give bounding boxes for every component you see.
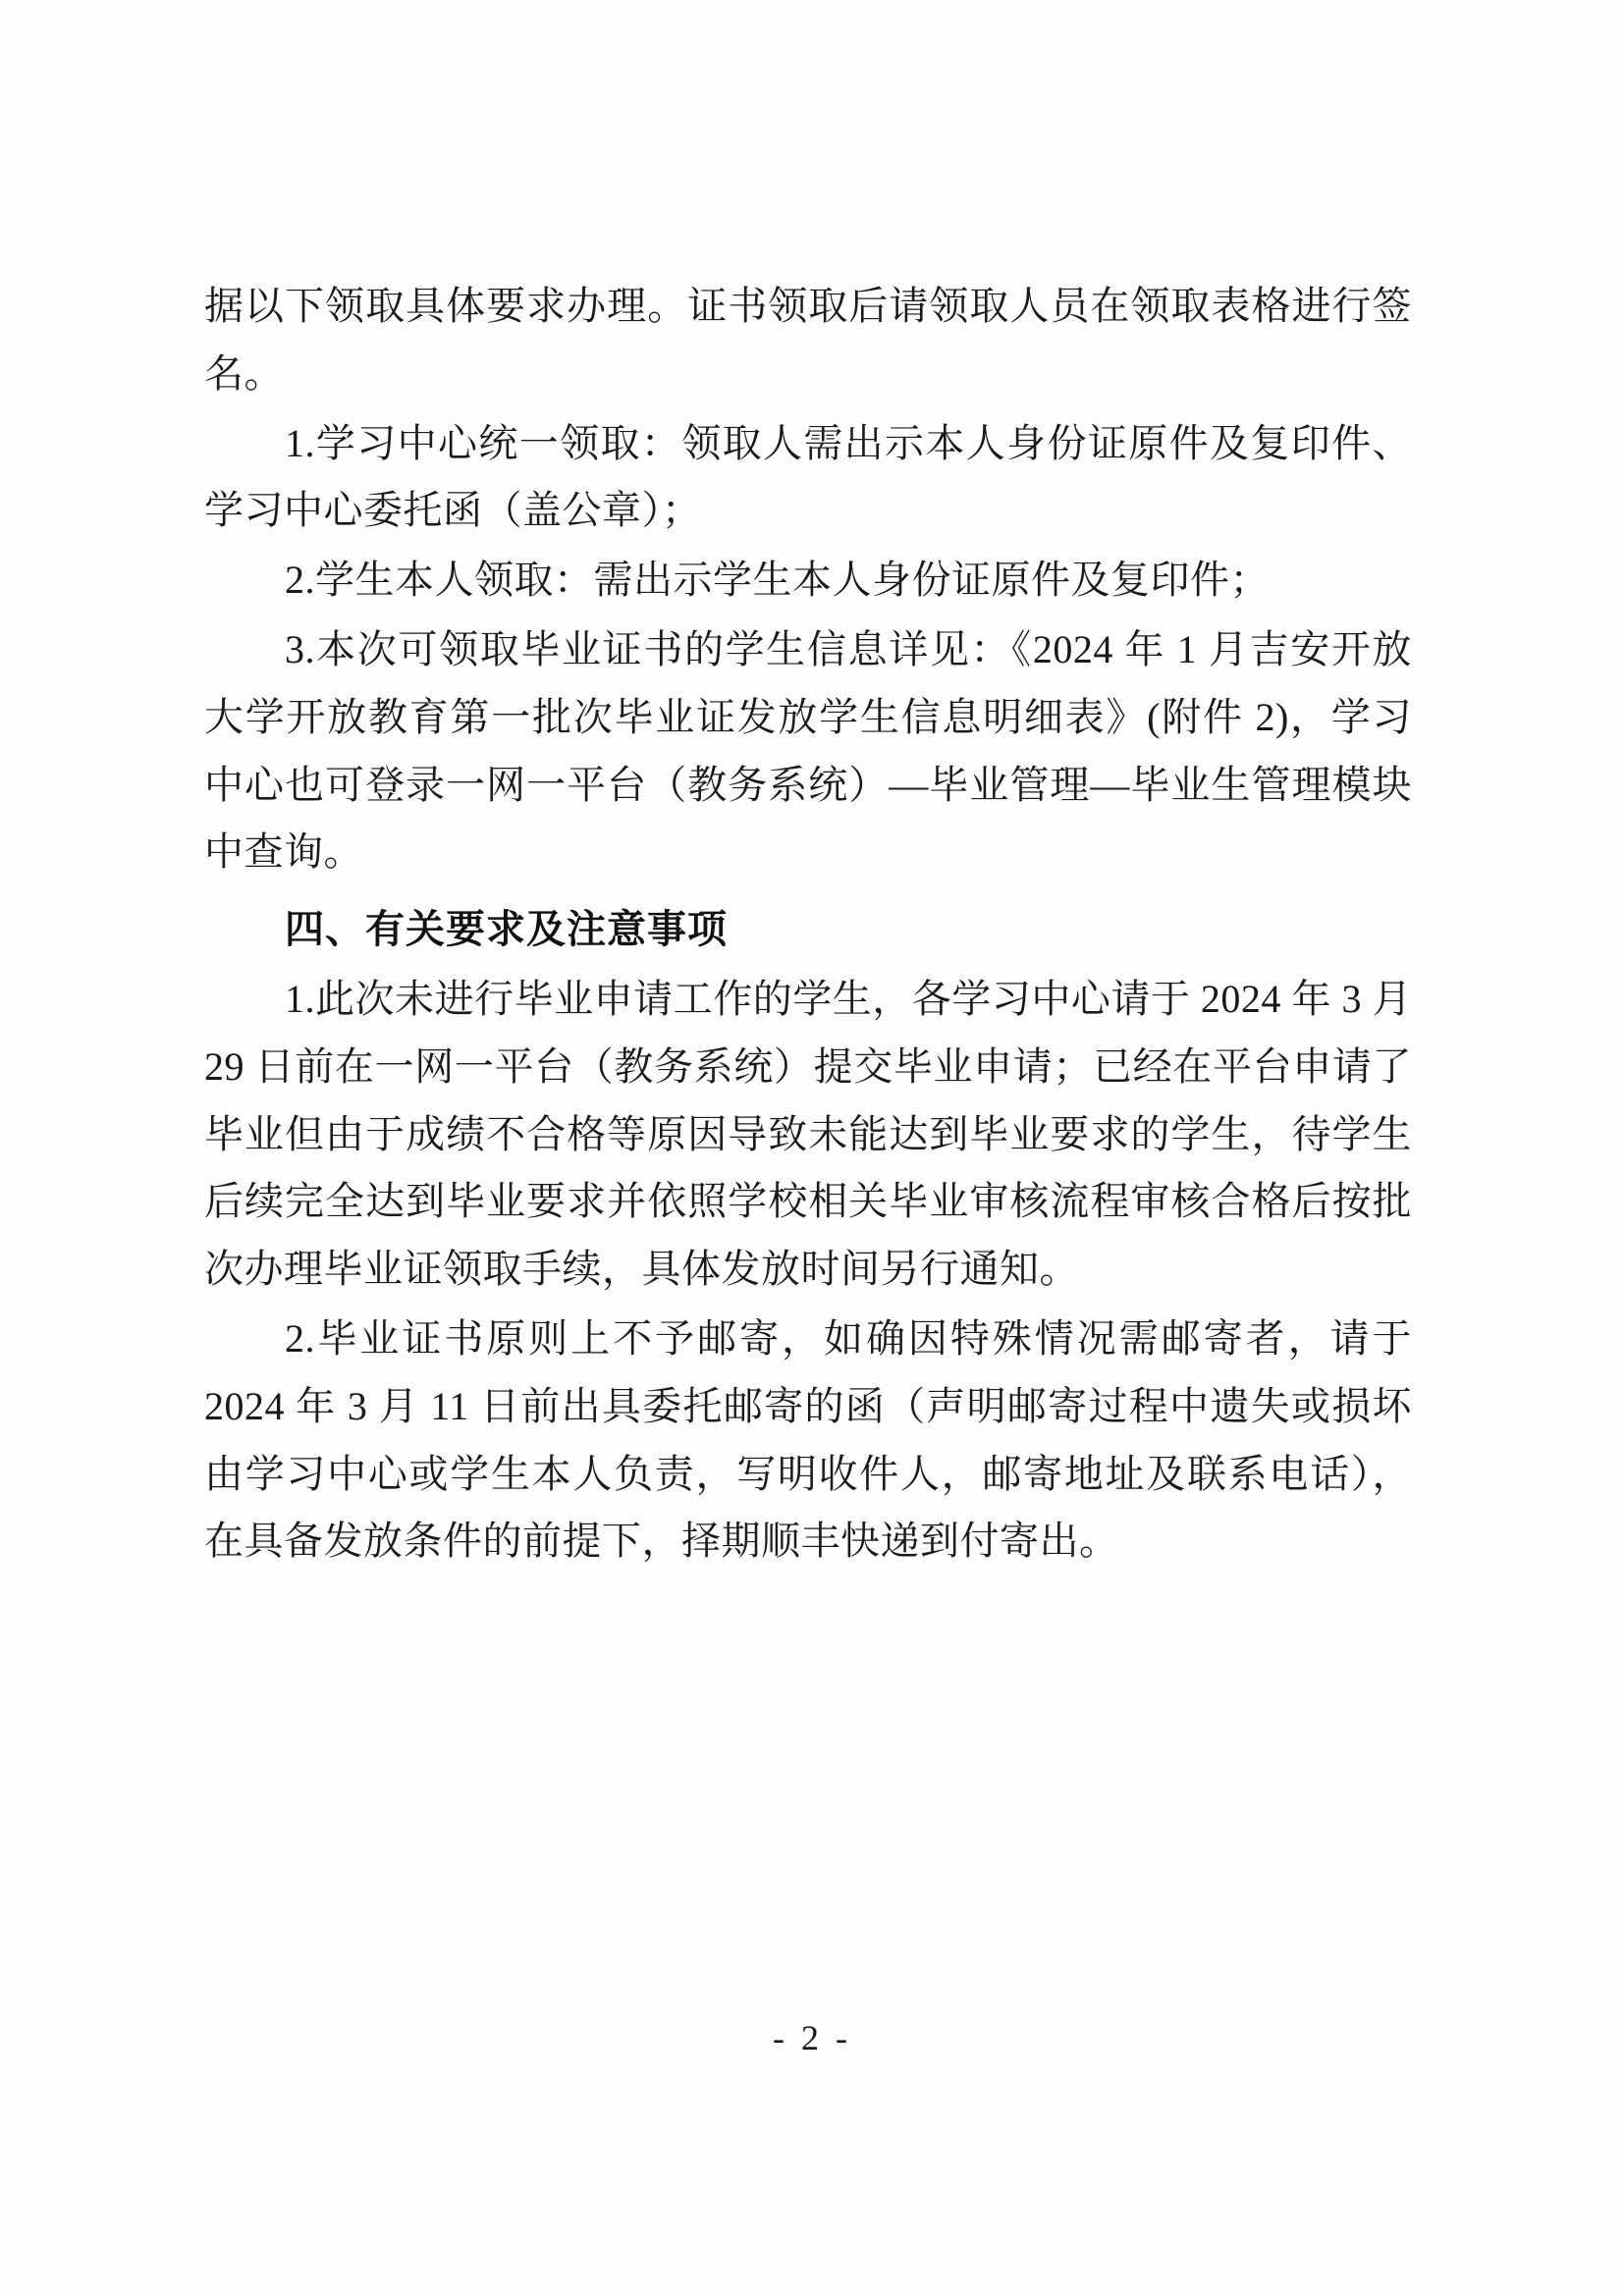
paragraph-item-1: 1.学习中心统一领取：领取人需出示本人身份证原件及复印件、学习中心委托函（盖公章）； [204, 420, 1412, 533]
paragraph-requirement-1: 1.此次未进行毕业申请工作的学生，各学习中心请于 2024 年 3 月 29 日前在一网一平台（教务系统）提交毕业申请；已经在平台申请了毕业但由于成绩不合格等原因导致未能达到毕业要求的学生，待学生后续完全达到毕业要求并依照学校相关毕业审核流程审核合格后按批次办理毕业证领取手续，具体发放时间另行通知。 [204, 976, 1412, 1292]
paragraph-item-2: 2.学生本人领取：需出示学生本人身份证原件及复印件； [285, 558, 1270, 603]
paragraph-continued-intro: 据以下领取具体要求办理。证书领取后请领取人员在领取表格进行签名。 [204, 284, 1412, 396]
page-number: - 2 - [773, 2018, 851, 2057]
paragraph-item-3: 3.本次可领取毕业证书的学生信息详见：《2024 年 1 月吉安开放大学开放教育第一批次毕业证发放学生信息明细表》(附件 2)，学习中心也可登录一网一平台（教务系统）—毕业管理—毕业生管理模块中查询。 [204, 626, 1412, 875]
document-body [204, 273, 1412, 1575]
section-heading-requirements: 四、有关要求及注意事项 [285, 907, 728, 952]
paragraph-requirement-2: 2.毕业证书原则上不予邮寄，如确因特殊情况需邮寄者，请于 2024 年 3 月 11 日前出具委托邮寄的函（声明邮寄过程中遗失或损坏由学习中心或学生本人负责，写明收件人，邮寄地址及联系电话），在具备发放条件的前提下，择期顺丰快递到付寄出。 [204, 1315, 1412, 1564]
